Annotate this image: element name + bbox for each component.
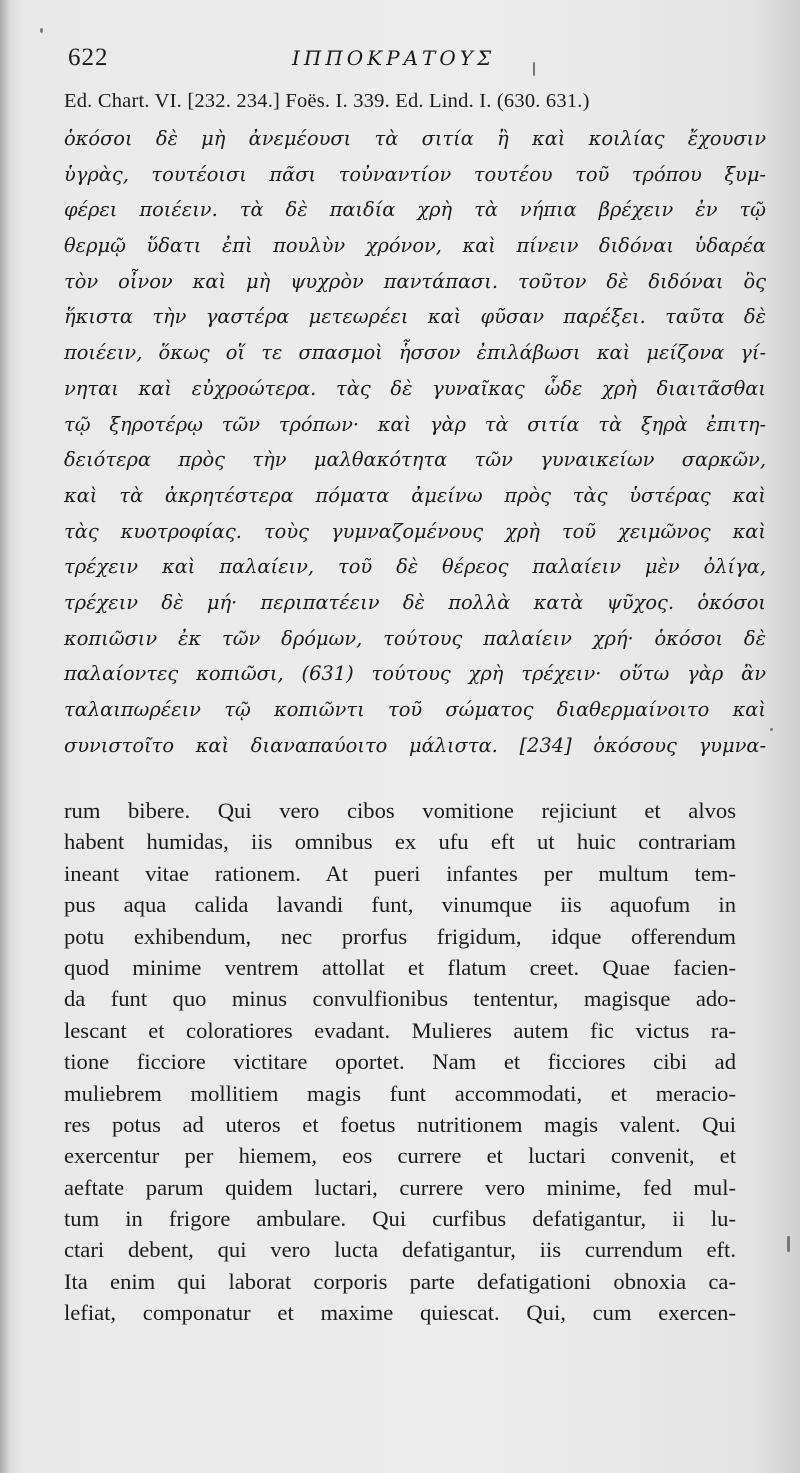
greek-line: ταλαιπωρέειν τῷ κοπιῶντι τοῦ σώματος διαθερμαίνοιτο καὶ: [64, 698, 766, 721]
latin-line: tum in frigore ambulare. Qui curfibus defatigantur, ii lu-: [64, 1206, 736, 1232]
latin-line: lefiat, componatur et maxime quiescat. Qui, cum exercen-: [64, 1300, 736, 1326]
latin-line: tione ficciore victitare oportet. Nam et ficciores cibi ad: [64, 1049, 736, 1075]
paper-speck: [770, 728, 773, 731]
greek-line: νηται καὶ εὐχροώτερα. τὰς δὲ γυναῖκας ὧδε χρὴ διαιτᾶσθαι: [64, 376, 766, 400]
latin-line: aeftate parum quidem luctari, currere vero minime, fed mul-: [64, 1174, 736, 1200]
greek-line: ὑγρὰς, τουτέοισι πᾶσι τοὐναντίον τουτέου τοῦ τρόπου ξυμ-: [64, 162, 766, 186]
greek-line: τὸν οἶνον καὶ μὴ ψυχρὸν παντάπασι. τοῦτον δὲ διδόναι ὃς: [64, 269, 766, 293]
greek-line: συνιστοῖτο καὶ διαναπαύοιτο μάλιστα. [234] ὁκόσους γυμνα-: [64, 733, 766, 757]
greek-line: τῷ ξηροτέρῳ τῶν τρόπων· καὶ γὰρ τὰ σιτία τὰ ξηρὰ ἐπιτη-: [64, 412, 766, 436]
greek-line: τρέχειν καὶ παλαίειν, τοῦ δὲ θέρεος παλαίειν μὲν ὀλίγα,: [64, 555, 766, 579]
greek-line: καὶ τὰ ἀκρητέστερα πόματα ἀμείνω πρὸς τὰς ὑστέρας καὶ: [64, 483, 766, 507]
latin-line: res potus ad uteros et foetus nutritionem magis valent. Qui: [64, 1111, 736, 1137]
greek-line: τρέχειν δὲ μή· περιπατέειν δὲ πολλὰ κατὰ ψῦχος. ὁκόσοι: [64, 590, 766, 614]
greek-line: θερμῷ ὕδατι ἐπὶ πουλὺν χρόνον, καὶ πίνειν διδόναι ὑδαρέα: [64, 234, 766, 258]
greek-text-block: [64, 121, 766, 763]
running-title: ΙΠΠΟΚΡΑΤΟΥΣ: [292, 46, 496, 70]
latin-text-block: [64, 795, 736, 1329]
latin-line: ineant vitae rationem. At pueri infantes per multum tem-: [64, 860, 736, 886]
page-number: 622: [68, 44, 109, 71]
greek-line: παλαίοντες κοπιῶσι, (631) τούτους χρὴ τρέχειν· οὕτω γὰρ ἂν: [64, 662, 766, 686]
latin-line: lescant et coloratiores evadant. Mulieres autem fic victus ra-: [64, 1017, 736, 1043]
latin-line: quod minime ventrem attollat et flatum creet. Quae facien-: [64, 954, 736, 980]
latin-line: muliebrem mollitiem magis funt accommodati, et meracio-: [64, 1080, 736, 1106]
greek-line: φέρει ποιέειν. τὰ δὲ παιδία χρὴ τὰ νήπια βρέχειν ἐν τῷ: [64, 198, 766, 222]
latin-line: rum bibere. Qui vero cibos vomitione rejiciunt et alvos: [64, 798, 736, 823]
greek-line: κοπιῶσιν ἐκ τῶν δρόμων, τούτους παλαίειν χρή· ὁκόσοι δὲ: [64, 626, 766, 650]
greek-line: ὁκόσοι δὲ μὴ ἀνεμέουσι τὰ σιτία ἢ καὶ κοιλίας ἔχουσιν: [64, 127, 766, 150]
latin-line: ctari debent, qui vero lucta defatigantur, iis currendum eft.: [64, 1237, 736, 1263]
latin-line: exercentur per hiemem, eos currere et luctari convenit, et: [64, 1143, 736, 1169]
paper-speck: [40, 28, 43, 33]
latin-line: da funt quo minus convulfionibus tententur, magisque ado-: [64, 986, 736, 1012]
greek-line: δειότερα πρὸς τὴν μαλθακότητα τῶν γυναικείων σαρκῶν,: [64, 448, 766, 472]
latin-line: potu exhibendum, nec prorfus frigidum, idque offerendum: [64, 923, 736, 949]
latin-line: Ita enim qui laborat corporis parte defatigationi obnoxia ca-: [64, 1268, 736, 1294]
page-header: [62, 44, 752, 80]
greek-line: ποιέειν, ὅκως οἵ τε σπασμοὶ ἧσσον ἐπιλάβωσι καὶ μείζονα γί-: [64, 341, 766, 365]
latin-line: pus aqua calida lavandi funt, vinumque iis aquofum in: [64, 892, 736, 918]
paper-speck: [533, 62, 535, 76]
greek-line: τὰς κυοτροφίας. τοὺς γυμναζομένους χρὴ τοῦ χειμῶνος καὶ: [64, 519, 766, 543]
paper-speck: [787, 1236, 790, 1252]
greek-line: ἥκιστα τὴν γαστέρα μετεωρέει καὶ φῦσαν παρέξει. ταῦτα δὲ: [64, 305, 766, 329]
latin-line: habent humidas, iis omnibus ex ufu eft ut huic contrariam: [64, 829, 736, 855]
edition-reference-line: Ed. Chart. VI. [232. 234.] Foës. I. 339. Ed. Lind. I. (630. 631.): [64, 90, 590, 112]
